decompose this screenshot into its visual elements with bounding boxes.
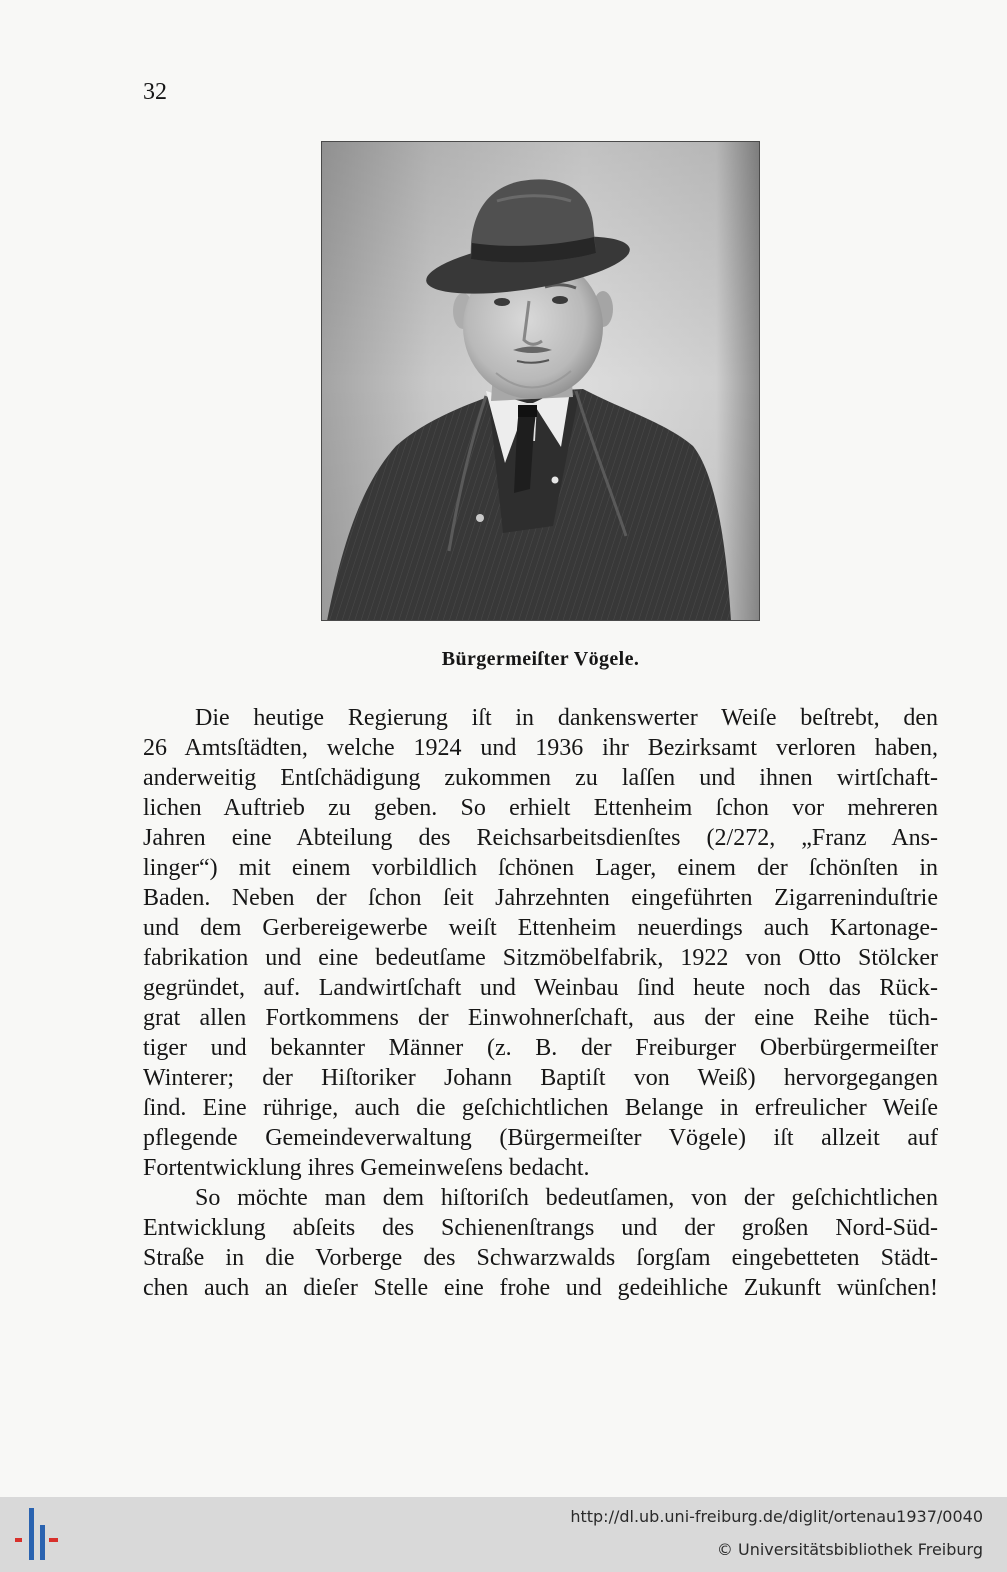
paragraph xyxy=(143,703,938,1183)
text-line: und dem Gerbereigewerbe weiſt Ettenheim neuerdings auch Kartonage- xyxy=(143,915,938,941)
footer-bar xyxy=(0,1497,1007,1572)
text-line: anderweitig Entſchädigung zukommen zu laſſen und ihnen wirtſchaft- xyxy=(143,765,938,791)
text-line: pflegende Gemeindeverwaltung (Bürgermeiſter Vögele) iſt allzeit auf xyxy=(143,1125,938,1151)
text-line: Straße in die Vorberge des Schwarzwalds ſorgſam eingebetteten Städt- xyxy=(143,1245,938,1271)
text-line: Winterer; der Hiſtoriker Johann Baptiſt von Weiß) hervorgegangen xyxy=(143,1065,938,1091)
text-line: Entwicklung abſeits des Schienenſtrangs und der großen Nord-Süd- xyxy=(143,1215,938,1241)
portrait-figure xyxy=(321,141,760,621)
portrait-photo xyxy=(321,141,760,621)
library-logo-icon[interactable] xyxy=(14,1506,62,1562)
text-line: gegründet, auf. Landwirtſchaft und Weinbau ſind heute noch das Rück- xyxy=(143,975,938,1001)
page-number: 32 xyxy=(143,79,167,105)
copyright-notice: © Universitätsbibliothek Freiburg xyxy=(716,1540,983,1559)
text-line: ſind. Eine rührige, auch die geſchichtlichen Belange in erfreulicher Weiſe xyxy=(143,1095,938,1121)
text-line: 26 Amtsſtädten, welche 1924 und 1936 ihr Bezirksamt verloren haben, xyxy=(143,735,938,761)
text-line: tiger und bekannter Männer (z. B. der Freiburger Oberbürgermeiſter xyxy=(143,1035,938,1061)
paragraph xyxy=(143,1183,938,1303)
text-line: lichen Auftrieb zu geben. So erhielt Ettenheim ſchon vor mehreren xyxy=(143,795,938,821)
text-line: Die heutige Regierung iſt in dankenswerter Weiſe beſtrebt, den xyxy=(195,705,938,731)
text-line: Fortentwicklung ihres Gemeinweſens bedacht. xyxy=(143,1155,590,1181)
figure-caption: Bürgermeiſter Vögele. xyxy=(441,648,640,670)
text-line: Jahren eine Abteilung des Reichsarbeitsdienſtes (2/272, „Franz Ans- xyxy=(143,825,938,851)
permalink-url[interactable]: http://dl.ub.uni-freiburg.de/diglit/ortenau1937/0040 xyxy=(570,1507,983,1526)
text-line: So möchte man dem hiſtoriſch bedeutſamen, von der geſchichtlichen xyxy=(195,1185,938,1211)
text-line: linger“) mit einem vorbildlich ſchönen Lager, einem der ſchönſten in xyxy=(143,855,938,881)
text-line: fabrikation und eine bedeutſame Sitzmöbelfabrik, 1922 von Otto Stölcker xyxy=(143,945,938,971)
text-line: Baden. Neben der ſchon ſeit Jahrzehnten eingeführten Zigarreninduſtrie xyxy=(143,885,938,911)
body-text xyxy=(143,703,938,1303)
text-line: grat allen Fortkommens der Einwohnerſchaft, aus der eine Reihe tüch- xyxy=(143,1005,938,1031)
text-line: chen auch an dieſer Stelle eine frohe und gedeihliche Zukunft wünſchen! xyxy=(143,1275,938,1301)
